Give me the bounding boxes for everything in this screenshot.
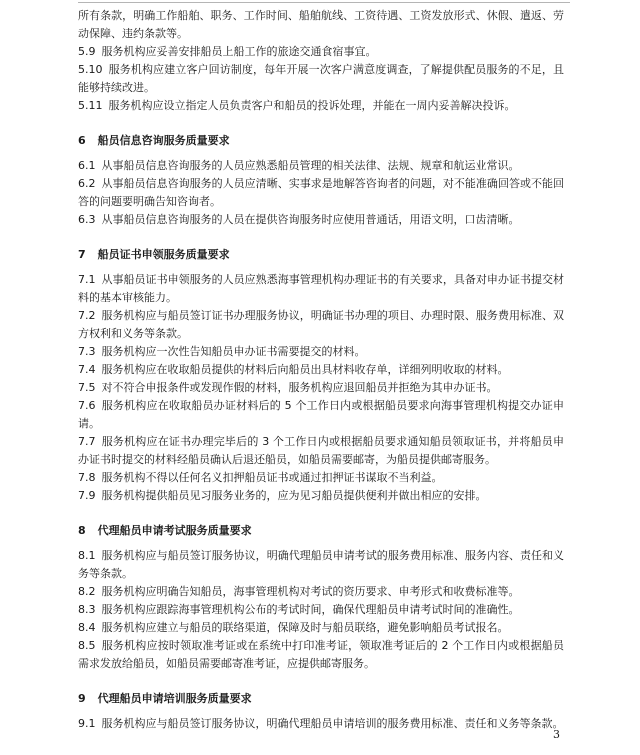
clause-5-10: [78, 61, 564, 97]
clause-text: 服务机构提供船员见习服务业务的，应为见习船员提供便利并做出相应的安排。: [101, 489, 487, 502]
clause-number: 5.9: [78, 45, 96, 58]
clause-text: 从事船员信息咨询服务的人员在提供咨询服务时应使用普通话，用语文明，口齿清晰。: [101, 213, 520, 226]
clause-text: 对不符合申报条件或发现作假的材料，服务机构应退回船员并拒绝为其申办证书。: [101, 381, 498, 394]
clause-9-1: [78, 715, 564, 733]
section-title: 代理船员申请培训服务质量要求: [97, 692, 252, 705]
clause-text: 服务机构应明确告知船员，海事管理机构对考试的资历要求、申考形式和收费标准等。: [101, 585, 520, 598]
clause-text: 服务机构应与船员签订服务协议，明确代理船员申请培训的服务费用标准、责任和义务等条款。: [101, 717, 564, 730]
section-heading-6: [78, 132, 564, 150]
clause-number: 6.1: [78, 159, 96, 172]
section-title: 船员证书申领服务质量要求: [97, 248, 230, 261]
clause-number: 8.3: [78, 603, 96, 616]
clause-number: 8.1: [78, 549, 96, 562]
clause-number: 8.2: [78, 585, 96, 598]
section-heading-9: [78, 690, 564, 708]
clause-text: 服务机构应妥善安排船员上船工作的旅途交通食宿事宜。: [101, 45, 377, 58]
clause-8-5: [78, 637, 564, 673]
clause-8-3: [78, 601, 564, 619]
clause-number: 9.1: [78, 717, 96, 730]
clause-7-9: [78, 487, 564, 505]
section-number: 6: [78, 134, 86, 147]
section-heading-8: [78, 522, 564, 540]
clause-number: 7.8: [78, 471, 96, 484]
clause-number: 7.9: [78, 489, 96, 502]
clause-number: 7.1: [78, 273, 96, 286]
clause-5-11: [78, 97, 564, 115]
clause-7-4: [78, 361, 564, 379]
document-body: [78, 7, 564, 733]
clause-text: 从事船员信息咨询服务的人员应熟悉船员管理的相关法律、法规、规章和航运业常识。: [101, 159, 520, 172]
section-number: 9: [78, 692, 86, 705]
clause-7-7: [78, 433, 564, 469]
clause-number: 6.3: [78, 213, 96, 226]
clause-text: 服务机构应建立客户回访制度，每年开展一次客户满意度调查，了解提供配员服务的不足，且能够持续改进。: [78, 63, 564, 94]
clause-number: 8.5: [78, 639, 96, 652]
clause-number: 7.4: [78, 363, 96, 376]
clause-text: 服务机构应在证书办理完毕后的 3 个工作日内或根据船员要求通知船员领取证书，并将船员申办证书时提交的材料经船员确认后退还船员，如船员需要邮寄，为船员提供邮寄服务。: [78, 435, 564, 466]
clause-text: 服务机构应跟踪海事管理机构公布的考试时间，确保代理船员申请考试时间的准确性。: [101, 603, 520, 616]
section-heading-7: [78, 246, 564, 264]
clause-number: 7.6: [78, 399, 96, 412]
clause-8-1: [78, 547, 564, 583]
clause-text: 服务机构应与船员签订证书办理服务协议，明确证书办理的项目、办理时限、服务费用标准、双方权利和义务等条款。: [78, 309, 564, 340]
clause-text: 服务机构应建立与船员的联络渠道，保障及时与船员联络，避免影响船员考试报名。: [101, 621, 509, 634]
clause-text: 服务机构应与船员签订服务协议，明确代理船员申请考试的服务费用标准、服务内容、责任和义务等条款。: [78, 549, 564, 580]
clause-5-9: [78, 43, 564, 61]
header-rule: [78, 2, 570, 3]
section-number: 7: [78, 248, 86, 261]
paragraph-continuation: 所有条款，明确工作船舶、职务、工作时间、船舶航线、工资待遇、工资发放形式、休假、遣返、劳动保障、违约条款等。: [78, 9, 564, 40]
clause-text: 从事船员证书申领服务的人员应熟悉海事管理机构办理证书的有关要求，具备对申办证书提交材料的基本审核能力。: [78, 273, 564, 304]
clause-7-8: [78, 469, 564, 487]
clause-7-5: [78, 379, 564, 397]
clause-7-2: [78, 307, 564, 343]
clause-6-3: [78, 211, 564, 229]
section-title: 代理船员申请考试服务质量要求: [97, 524, 252, 537]
clause-number: 5.10: [78, 63, 103, 76]
clause-text: 服务机构不得以任何名义扣押船员证书或通过扣押证书谋取不当利益。: [101, 471, 443, 484]
clause-number: 6.2: [78, 177, 96, 190]
clause-6-1: [78, 157, 564, 175]
clause-8-4: [78, 619, 564, 637]
clause-number: 7.5: [78, 381, 96, 394]
clause-number: 5.11: [78, 99, 103, 112]
clause-7-1: [78, 271, 564, 307]
clause-6-2: [78, 175, 564, 211]
clause-text: 服务机构应一次性告知船员申办证书需要提交的材料。: [101, 345, 366, 358]
clause-text: 服务机构应在收取船员提供的材料后向船员出具材料收存单，详细列明收取的材料。: [101, 363, 509, 376]
clause-7-6: [78, 397, 564, 433]
section-number: 8: [78, 524, 86, 537]
clause-text: 服务机构应在收取船员办证材料后的 5 个工作日内或根据船员要求向海事管理机构提交办证申请。: [78, 399, 564, 430]
clause-7-3: [78, 343, 564, 361]
clause-text: 服务机构应按时领取准考证或在系统中打印准考证，领取准考证后的 2 个工作日内或根据船员需求发放给船员，如船员需要邮寄准考证，应提供邮寄服务。: [78, 639, 564, 670]
clause-number: 7.3: [78, 345, 96, 358]
page-number: 3: [553, 728, 560, 741]
section-title: 船员信息咨询服务质量要求: [97, 134, 230, 147]
clause-number: 7.2: [78, 309, 96, 322]
clause-number: 7.7: [78, 435, 96, 448]
clause-number: 8.4: [78, 621, 96, 634]
clause-text: 从事船员信息咨询服务的人员应清晰、实事求是地解答咨询者的问题，对不能准确回答或不能回答的问题要明确告知咨询者。: [78, 177, 564, 208]
clause-text: 服务机构应设立指定人员负责客户和船员的投诉处理，并能在一周内妥善解决投诉。: [108, 99, 516, 112]
clause-8-2: [78, 583, 564, 601]
